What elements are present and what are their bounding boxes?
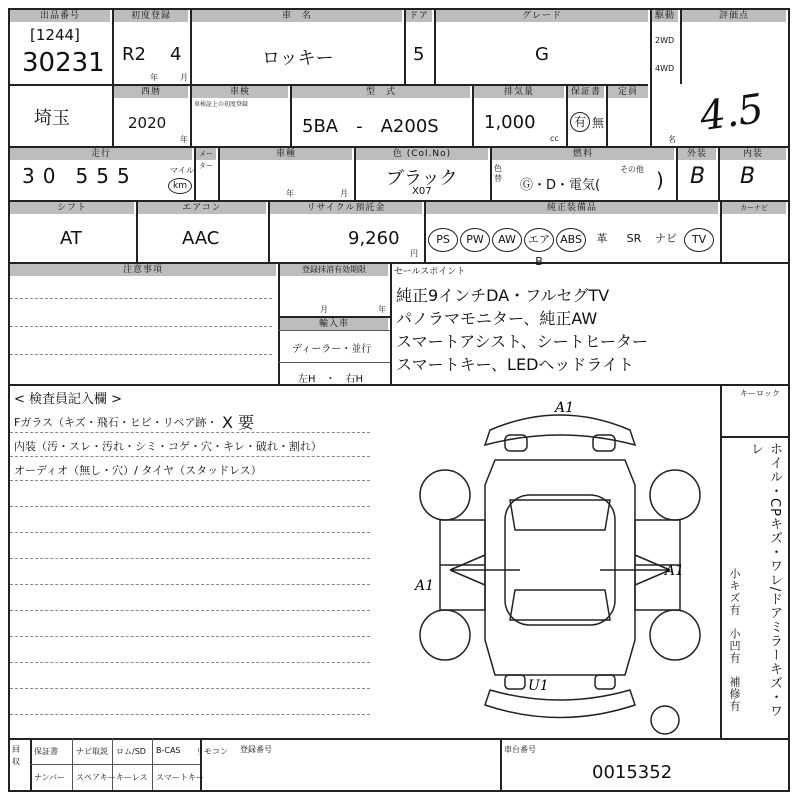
note-line-3: [10, 354, 272, 355]
equipment-header: 純正装備品: [426, 202, 718, 214]
equipment-item: ABS: [556, 228, 586, 252]
warranty-no: 無: [592, 116, 605, 130]
equipment-item: TV: [684, 228, 714, 252]
fuel-close: ): [656, 168, 664, 192]
mileage-digit: 5: [96, 164, 117, 188]
exterior-grade: B: [690, 164, 706, 189]
bottom-bcas: B-CAS: [156, 746, 181, 755]
month-unit: 月: [180, 73, 188, 82]
insp-line-3: [10, 480, 370, 481]
equipment-item: ナビ: [655, 232, 677, 245]
insp-line-6: [10, 558, 370, 559]
car-name-header: 車 名: [192, 10, 402, 22]
sales-points: [396, 284, 648, 376]
insp-line-5: [10, 532, 370, 533]
equipment-item: PS: [428, 228, 458, 252]
reg-expiry-header: 登録抹消有効期限: [280, 264, 388, 276]
front-bumper-shape: [485, 415, 635, 445]
vb3: [152, 738, 153, 790]
v1: [112, 8, 114, 146]
bottom-smart-key: スマートキー: [156, 773, 204, 782]
aircon-header: エアコン: [138, 202, 266, 214]
color-name: ブラック: [386, 168, 458, 189]
inspector-audio: オーディオ（無し・穴）/ タイヤ（スタッドレス）: [14, 464, 262, 477]
car-diagram: [410, 390, 710, 735]
equipment-item: AW: [492, 228, 522, 252]
notes-header: 注意事項: [10, 264, 276, 276]
insp-line-4: [10, 506, 370, 507]
displacement-value: 1,000: [484, 112, 536, 133]
reg-number-label: 登録番号: [240, 745, 272, 754]
first-reg-era: R2: [122, 44, 146, 65]
grade-value: G: [535, 44, 549, 65]
glass-mark: X 要: [222, 413, 255, 432]
equipment-item: 革: [596, 232, 608, 245]
lot-sub: [1244]: [30, 26, 80, 44]
capacity-header: 定員: [608, 86, 648, 98]
recovery-label: 回収: [12, 745, 20, 766]
doors-header: ドア: [406, 10, 432, 22]
fuel-other: その他: [620, 165, 644, 174]
reg-year-unit: 年: [378, 305, 386, 314]
interior-grade: B: [740, 164, 756, 189]
bottom-rom: ロム/SD: [116, 747, 146, 756]
aircon-value: AAC: [182, 228, 220, 249]
v23: [390, 262, 392, 384]
row-line-5: [8, 384, 788, 386]
mileage-unit-mile: マイル: [170, 166, 194, 175]
side-text-1: ホイル・CPキズ・ワレ/ドアミラーキズ・ワレ: [748, 442, 782, 719]
mileage-digit: 0: [42, 164, 64, 188]
score-value: 4.5: [697, 85, 767, 141]
bottom-remote: リモコン: [196, 747, 228, 756]
model-header: 型 式: [292, 86, 470, 98]
bottom-number: ナンバー: [34, 773, 66, 782]
yen-unit: 円: [410, 249, 418, 258]
insp-line-2: [10, 456, 370, 457]
first-reg-header: 初度登録: [114, 10, 188, 22]
cc-unit: cc: [550, 134, 559, 143]
car-name: ロッキー: [262, 48, 334, 69]
bottom-keyless: キーレス: [116, 773, 148, 782]
exterior-header: 外装: [678, 148, 716, 160]
displacement-header: 排気量: [474, 86, 564, 98]
color-header: 色 (Col.No): [356, 148, 488, 160]
sales-point-4: スマートキー、LEDヘッドライト: [396, 355, 634, 374]
mileage-digit: 5: [116, 164, 138, 188]
insp-line-7: [10, 584, 370, 585]
side-text-2: 小キズ有 小凹有 補修有: [728, 568, 741, 712]
lot-number: 30231: [22, 48, 105, 78]
frame-bottom: [8, 790, 790, 792]
bottom-warranty: 保証書: [34, 747, 58, 756]
h-import2: [278, 330, 390, 331]
sales-points-header: セールスポイント: [394, 267, 466, 277]
inspector-glass: Fガラス（キズ・飛石・ヒビ・リペア跡・: [14, 416, 218, 429]
equipment-item: PW: [460, 228, 490, 252]
shift-value: AT: [60, 228, 82, 249]
area-header: 西暦: [114, 86, 188, 98]
drive-4wd: 4WD: [655, 64, 675, 73]
key-lock-label: キーロック: [740, 389, 780, 398]
damage-mark-right: A1: [665, 563, 685, 579]
person-unit: 名: [668, 135, 676, 144]
interior-header: 内装: [720, 148, 786, 160]
equipment-item: SR: [626, 232, 642, 245]
insp-line-10: [10, 662, 370, 663]
damage-mark-rear: U1: [528, 678, 549, 694]
frame-right: [788, 8, 790, 792]
inspection-header: 車検: [192, 86, 288, 98]
warranty-yes: 有: [570, 112, 590, 132]
area-value: 埼玉: [34, 108, 70, 129]
note-line-2: [10, 326, 272, 327]
grade-header: グレード: [436, 10, 648, 22]
bottom-navi: ナビ取説: [76, 747, 108, 756]
first-reg-month: 4: [170, 44, 182, 65]
meter-header: メーター: [196, 148, 216, 160]
mileage-header: 走行: [10, 148, 192, 160]
mileage-digits: [22, 164, 138, 188]
h-import3: [278, 362, 390, 363]
warranty-header: 保証書: [568, 86, 604, 98]
import-header: 輸入車: [280, 318, 388, 330]
row-line-6: [8, 738, 788, 740]
month-unit-2: 月: [340, 189, 348, 198]
drive-2wd: 2WD: [655, 36, 675, 45]
import-dealer: ディーラー・並行: [292, 344, 372, 355]
sales-point-3: スマートアシスト、シートヒーター: [396, 332, 649, 351]
color-code: X07: [412, 186, 432, 197]
insp-line-11: [10, 688, 370, 689]
insp-line-8: [10, 610, 370, 611]
lot-header: 出品番号: [10, 10, 110, 22]
chassis-number: 0015352: [592, 762, 673, 783]
frame-left: [8, 8, 10, 792]
year-unit-2: 年: [180, 135, 188, 144]
h-bottom: [30, 764, 200, 765]
recycle-header: リサイクル預託金: [270, 202, 422, 214]
sales-point-1: 純正9インチDA・フルセグTV: [396, 286, 610, 305]
equipment-item: エアB: [524, 228, 554, 252]
shift-header: シフト: [10, 202, 134, 214]
body-type-header: 車種: [220, 148, 352, 160]
recycle-fee: 9,260: [348, 228, 400, 249]
insp-line-9: [10, 636, 370, 637]
vb1: [72, 738, 73, 790]
import-handle: 左H ・ 右H: [298, 374, 364, 385]
mileage-digit: 3: [22, 164, 43, 188]
year-unit-3: 年: [286, 189, 294, 198]
note-line-1: [10, 298, 272, 299]
inspector-header: < 検査員記入欄 >: [14, 392, 123, 407]
fuel-options: Ⓖ・D・電気(: [520, 178, 601, 193]
damage-mark-left: A1: [415, 578, 435, 594]
bottom-spare-key: スペアキー: [76, 773, 116, 782]
drive-header: 駆動: [652, 10, 678, 22]
equipment-list: [428, 226, 718, 268]
mileage-digit: 5: [75, 164, 97, 188]
inspection-sub: 車検証上の初度登録: [194, 101, 249, 108]
v27: [500, 738, 502, 790]
inspector-interior: 内装（汚・スレ・汚れ・シミ・コゲ・穴・キレ・破れ・割れ）: [14, 440, 322, 453]
seireki-year: 2020: [128, 114, 167, 132]
h-keylock: [720, 436, 788, 438]
color-label: 色替: [494, 164, 502, 183]
fuel-header: 燃料: [492, 148, 674, 160]
chassis-label: 車台番号: [504, 745, 536, 754]
sales-point-2: パノラマモニター、純正AW: [396, 309, 598, 328]
model-code: 5BA - A200S: [302, 116, 439, 137]
insp-line-12: [10, 714, 370, 715]
year-unit: 年: [150, 73, 158, 82]
insp-line-1: [10, 432, 370, 433]
reg-month-unit: 月: [320, 305, 328, 314]
damage-mark-front: A1: [555, 400, 575, 416]
doors-value: 5: [413, 44, 425, 65]
navi-header: カーナビ: [722, 202, 786, 214]
score-header: 評価点: [682, 10, 786, 22]
mileage-unit-km: km: [168, 178, 192, 194]
v5: [650, 8, 652, 146]
